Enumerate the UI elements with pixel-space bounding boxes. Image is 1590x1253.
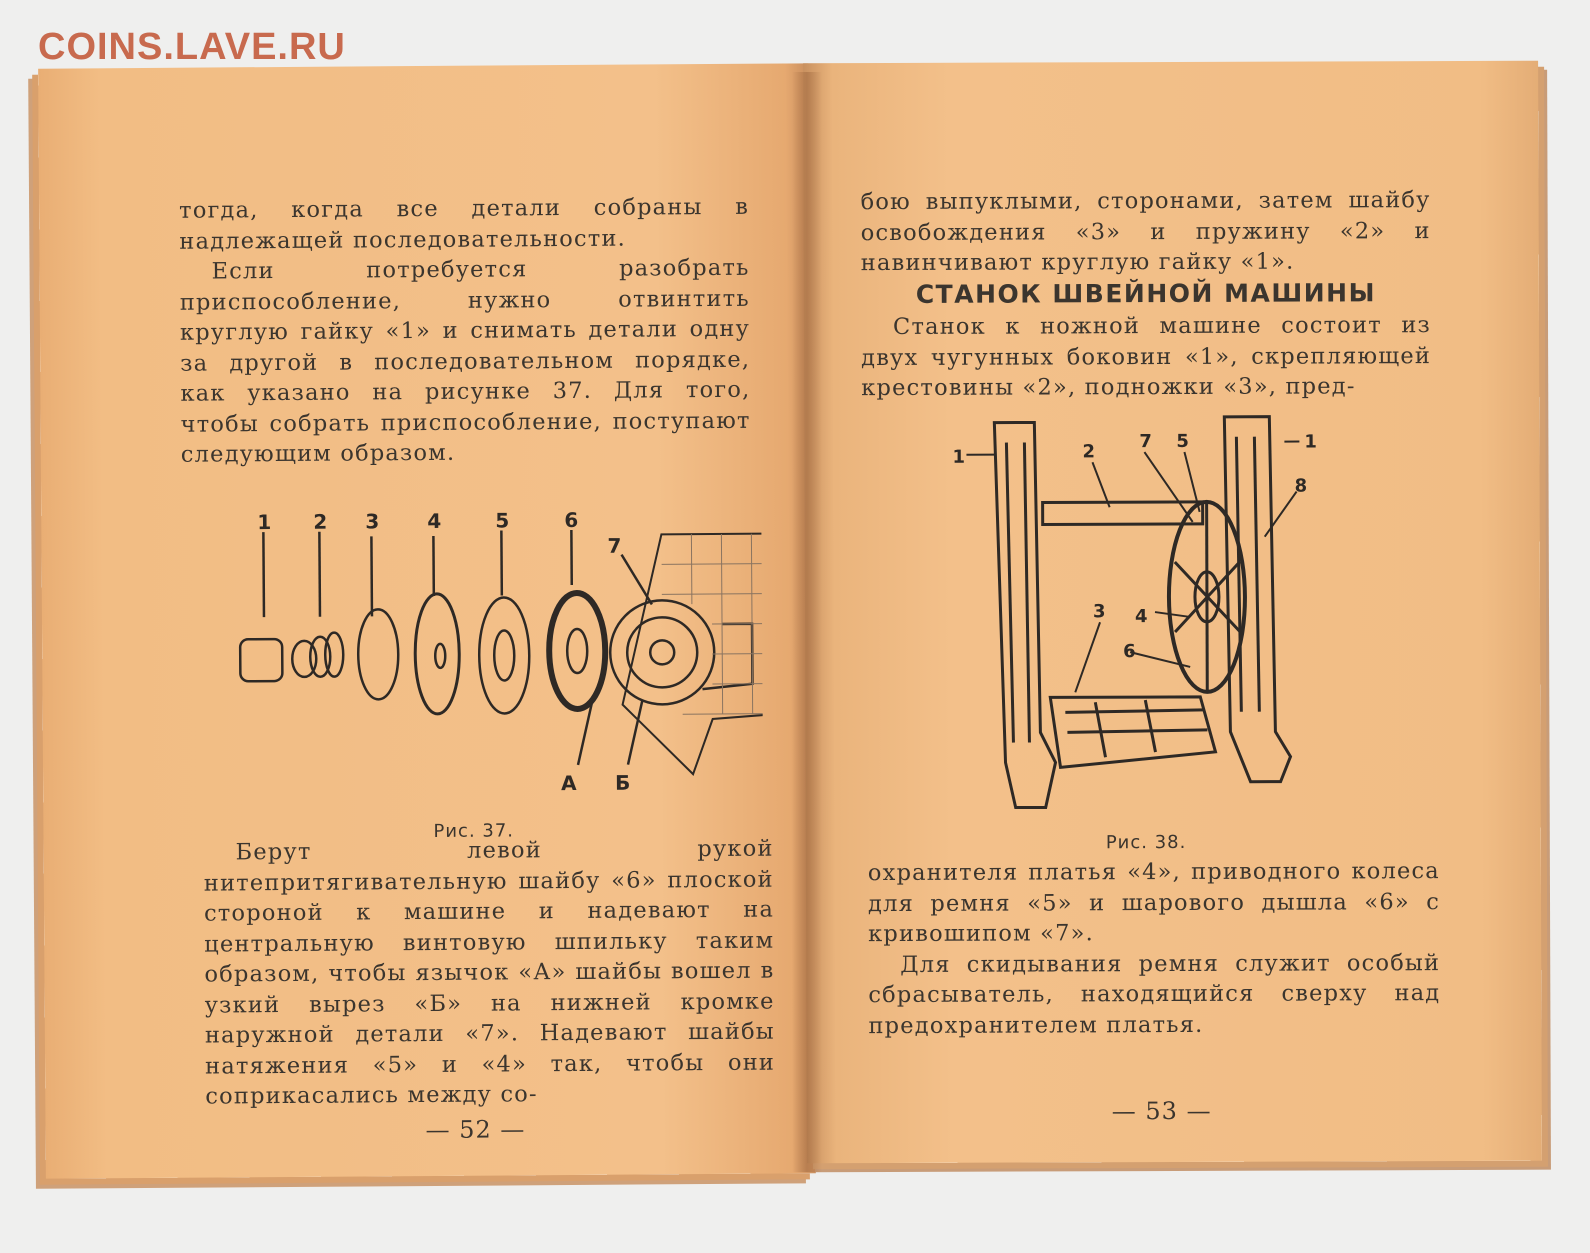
fig38-label: 7 xyxy=(1139,431,1152,453)
right-page xyxy=(803,61,1542,1164)
fig37-label: 3 xyxy=(365,509,380,534)
figure-38-machine-stand xyxy=(944,411,1345,832)
fig38-label: 6 xyxy=(1123,641,1136,663)
fig37-label: 1 xyxy=(257,510,272,535)
fig38-label: 1 xyxy=(1304,431,1317,453)
left-text-bottom xyxy=(204,834,776,1112)
fig37-label: Б xyxy=(615,770,631,795)
page-number: — 52 — xyxy=(425,1115,526,1145)
fig38-label: 5 xyxy=(1176,430,1189,452)
book-spine-gutter xyxy=(792,72,822,1172)
right-text-top xyxy=(861,185,1432,403)
fig37-label: 6 xyxy=(564,507,579,533)
paragraph: Если потребуется разобрать приспособление, нужно отвинтить круглую гайку «1» и снимать детали одну за другой в последовательном порядке, как указано на рисунке 37. Для того, чтобы собрать приспособление, поступают следующим образом. xyxy=(179,254,751,468)
fig37-label: 2 xyxy=(313,509,328,534)
left-text-top xyxy=(179,192,751,470)
paragraph: Берут левой рукой нитепритягивательную шайбу «6» плоской стороной к машине и надевают на центральную винтовую шпильку таким образом, чтобы язычок «А» шайбы вошел в узкий вырез «Б» на нижней кромке наружной детали «7». Надевают шайбы натяжения «5» и «4» так, чтобы они соприкасались между со- xyxy=(203,835,776,1110)
right-text-bottom xyxy=(868,856,1441,1041)
fig38-label: 4 xyxy=(1134,606,1148,628)
figure-38-caption: Рис. 38. xyxy=(1105,831,1187,854)
section-heading: СТАНОК ШВЕЙНОЙ МАШИНЫ xyxy=(915,277,1377,309)
fig37-label: 4 xyxy=(427,508,442,533)
paragraph: тогда, когда все детали собраны в надлежащей последовательности. xyxy=(179,193,750,255)
fig38-label: 1 xyxy=(952,446,966,468)
fig38-label: 2 xyxy=(1082,441,1096,463)
figure-37-tension-parts xyxy=(181,484,763,798)
fig37-label: А xyxy=(561,770,577,796)
paragraph: бою выпуклыми, сторонами, затем шайбу освобождения «3» и пружину «2» и навинчивают круглую гайку «1». xyxy=(860,187,1431,277)
left-page xyxy=(38,63,816,1178)
figure-37-caption: Рис. 37. xyxy=(433,820,515,842)
page-number: — 53 — xyxy=(1111,1096,1212,1126)
watermark-text: COINS.LAVE.RU xyxy=(38,26,346,68)
open-book xyxy=(30,42,1550,1192)
paragraph: Для скидывания ремня служит особый сбрасыватель, находящийся сверху над предохранителем платья. xyxy=(868,949,1441,1039)
fig38-label: 8 xyxy=(1294,475,1308,497)
fig37-label: 5 xyxy=(495,508,510,533)
paragraph: охранителя платья «4», приводного колеса для ремня «5» и шарового дышла «6» с кривошипом «7». xyxy=(867,858,1441,948)
fig37-label: 7 xyxy=(607,533,622,558)
figure-37-drawing xyxy=(181,484,763,798)
fig38-label: 3 xyxy=(1092,601,1106,623)
figure-38-drawing xyxy=(944,411,1345,832)
paragraph: Станок к ножной машине состоит из двух чугунных боковин «1», скрепляющей крестовины «2», подножки «3», пред- xyxy=(861,312,1432,402)
